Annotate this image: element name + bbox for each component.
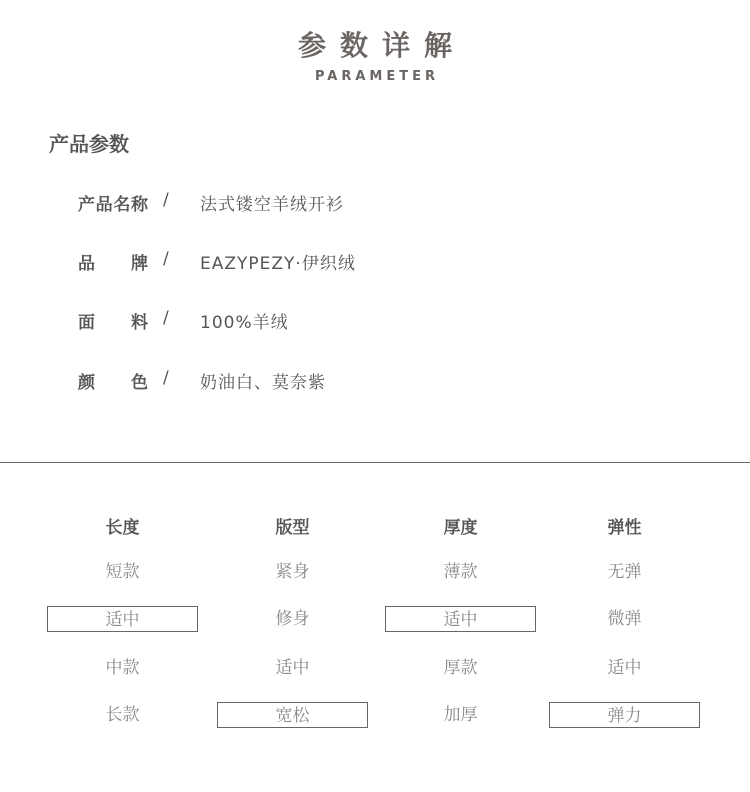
attribute-option: 加厚 xyxy=(443,705,478,725)
attribute-option: 适中 xyxy=(47,606,198,632)
param-key: 面料 xyxy=(78,313,148,333)
attribute-option: 无弹 xyxy=(607,562,642,582)
param-value: 奶油白、莫奈紫 xyxy=(200,373,326,393)
param-key: 产品名称 xyxy=(78,195,148,215)
page-title: 参数详解 xyxy=(297,29,466,62)
attribute-option: 宽松 xyxy=(217,702,368,728)
attribute-option: 弹力 xyxy=(549,702,700,728)
param-key: 品牌 xyxy=(78,254,148,274)
param-separator: / xyxy=(163,368,169,388)
attribute-option: 微弹 xyxy=(607,609,642,629)
attribute-option: 长款 xyxy=(105,705,140,725)
attribute-option: 适中 xyxy=(385,606,536,632)
attribute-header: 版型 xyxy=(275,518,310,538)
attribute-header: 长度 xyxy=(105,518,140,538)
attribute-option: 薄款 xyxy=(443,562,478,582)
param-separator: / xyxy=(163,249,169,269)
param-separator: / xyxy=(163,190,169,210)
param-separator: / xyxy=(163,308,169,328)
attribute-option: 中款 xyxy=(105,658,140,678)
section-divider xyxy=(0,462,750,463)
attribute-header: 弹性 xyxy=(607,518,642,538)
attribute-option: 适中 xyxy=(275,658,310,678)
section-heading: 产品参数 xyxy=(49,132,129,156)
page-subtitle: PARAMETER xyxy=(314,69,440,84)
attribute-option: 厚款 xyxy=(443,658,478,678)
param-value: EAZYPEZY·伊织绒 xyxy=(200,254,356,274)
attribute-option: 紧身 xyxy=(275,562,310,582)
attribute-option: 适中 xyxy=(607,658,642,678)
attribute-option: 短款 xyxy=(105,562,140,582)
param-value: 100%羊绒 xyxy=(200,313,289,333)
param-value: 法式镂空羊绒开衫 xyxy=(200,195,344,215)
attribute-option: 修身 xyxy=(275,609,310,629)
attribute-header: 厚度 xyxy=(443,518,478,538)
param-key: 颜色 xyxy=(78,373,148,393)
